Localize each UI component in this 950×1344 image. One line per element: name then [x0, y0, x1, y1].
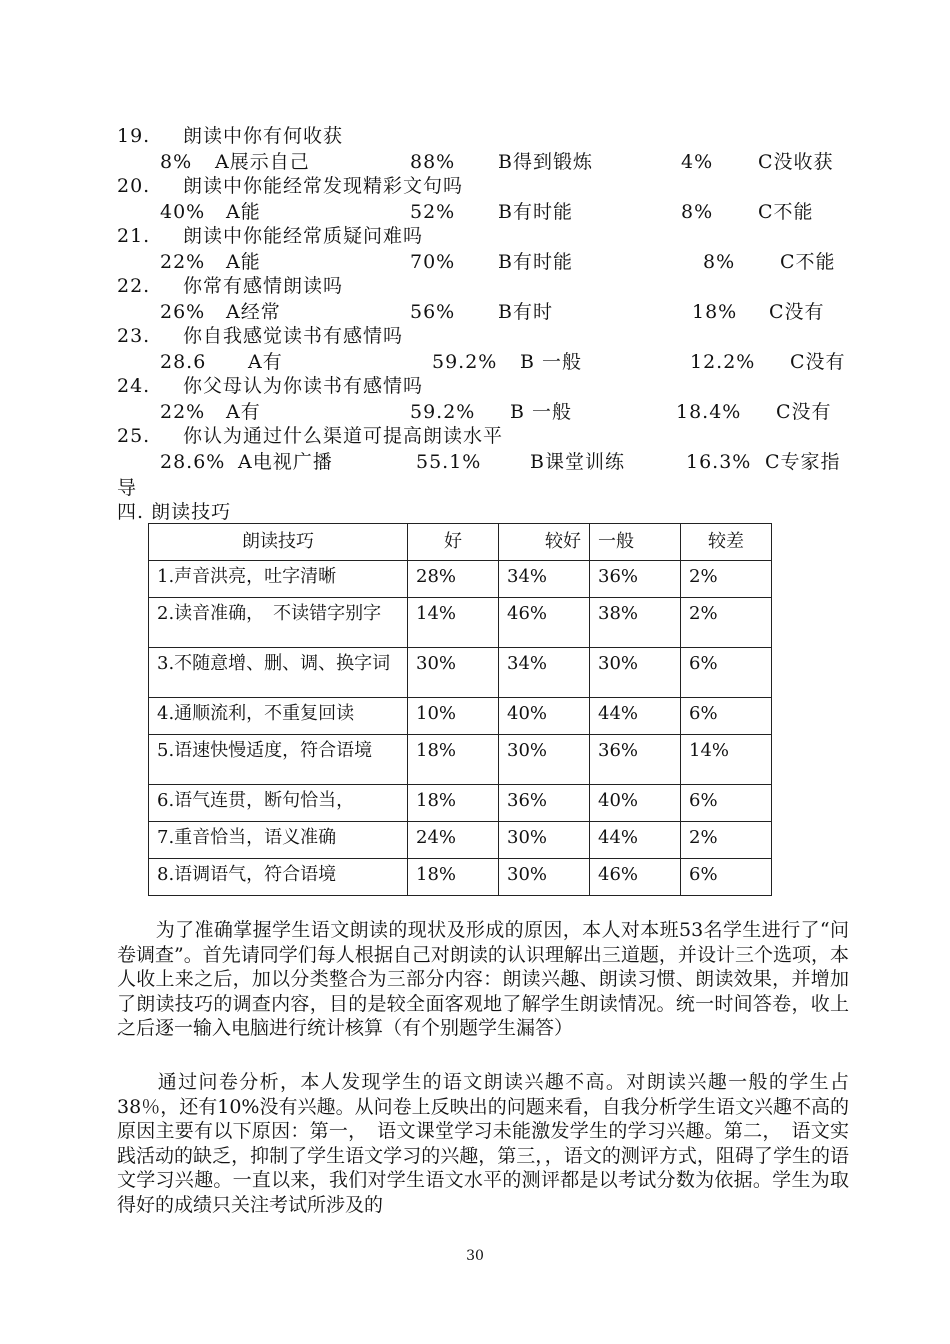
question-23-c-pct: 12.2% [690, 351, 756, 373]
question-23-c-label: C没有 [790, 351, 846, 373]
paragraph-survey-method: 为了准确掌握学生语文朗读的现状及形成的原因，本人对本班53名学生进行了“问卷调查”。首先请同学们每人根据自己对朗读的认识理解出三道题，并设计三个选项，本人收上来之后，加以分类整合为三部分内容：朗读兴趣、朗读习惯、朗读效果，并增加了朗读技巧的调查内容，目的是较全面客观地了解学生朗读情况。统一时间答卷，收上之后逐一输入电脑进行统计核算（有个别题学生漏答） [117, 919, 849, 1039]
table-row [149, 698, 772, 735]
table-row [149, 859, 772, 896]
question-19-b-pct: 88% [410, 151, 456, 173]
value-cell: 18% [408, 785, 499, 822]
question-19-a-pct: 8% [160, 151, 193, 173]
question-22-number: 22. [117, 275, 151, 297]
value-cell: 46% [499, 598, 590, 648]
value-cell: 6% [681, 698, 772, 735]
question-24-c-pct: 18.4% [676, 401, 742, 423]
question-25-c-label: C专家指 [765, 451, 841, 473]
skill-cell: 7.重音恰当，语义准确 [149, 822, 408, 859]
question-21-b-label: B有时能 [498, 251, 573, 273]
table-row [149, 648, 772, 698]
reading-skills-table [148, 523, 772, 896]
question-25-wrap-text: 导 [117, 477, 138, 499]
table-row [149, 735, 772, 785]
question-22-a-pct: 26% [160, 301, 206, 323]
question-23-b-pct: 59.2% [432, 351, 498, 373]
question-20-a-pct: 40% [160, 201, 206, 223]
value-cell: 2% [681, 561, 772, 598]
page-number: 30 [466, 1248, 484, 1264]
question-23-number: 23. [117, 325, 151, 347]
question-20-c-pct: 8% [681, 201, 714, 223]
question-25-b-label: B课堂训练 [530, 451, 625, 473]
skill-cell: 3.不随意增、删、调、换字词 [149, 648, 408, 698]
question-22-c-pct: 18% [692, 301, 738, 323]
question-19-b-label: B得到锻炼 [498, 151, 593, 173]
table-row [149, 822, 772, 859]
value-cell: 30% [499, 822, 590, 859]
skill-cell: 6.语气连贯，断句恰当， [149, 785, 408, 822]
question-23-a-label: A有 [248, 351, 283, 373]
question-23-text: 你自我感觉读书有感情吗 [183, 325, 404, 347]
question-23-a-pct: 28.6 [160, 351, 207, 373]
question-20-a-label: A能 [226, 201, 261, 223]
question-20-c-label: C不能 [758, 201, 814, 223]
value-cell: 28% [408, 561, 499, 598]
value-cell: 30% [499, 859, 590, 896]
value-cell: 46% [590, 859, 681, 896]
value-cell: 24% [408, 822, 499, 859]
header-average: 一般 [590, 524, 681, 561]
value-cell: 6% [681, 859, 772, 896]
question-22-c-label: C没有 [769, 301, 825, 323]
value-cell: 40% [590, 785, 681, 822]
value-cell: 14% [681, 735, 772, 785]
question-25-a-pct: 28.6% [160, 451, 226, 473]
question-24-b-pct: 59.2% [410, 401, 476, 423]
question-25-a-label: A电视广播 [238, 451, 333, 473]
value-cell: 18% [408, 735, 499, 785]
header-fairly-good: 较好 [499, 524, 590, 561]
section-title: 四. 朗读技巧 [117, 501, 232, 523]
question-24-b-label: B 一般 [510, 401, 573, 423]
value-cell: 34% [499, 648, 590, 698]
value-cell: 34% [499, 561, 590, 598]
header-skill: 朗读技巧 [149, 524, 408, 561]
value-cell: 36% [499, 785, 590, 822]
value-cell: 36% [590, 735, 681, 785]
question-21-b-pct: 70% [410, 251, 456, 273]
question-20-b-label: B有时能 [498, 201, 573, 223]
question-22-a-label: A经常 [226, 301, 281, 323]
value-cell: 6% [681, 785, 772, 822]
value-cell: 38% [590, 598, 681, 648]
value-cell: 44% [590, 698, 681, 735]
question-25-c-pct: 16.3% [686, 451, 752, 473]
question-20-number: 20. [117, 175, 151, 197]
question-21-c-pct: 8% [703, 251, 736, 273]
value-cell: 30% [499, 735, 590, 785]
question-25-number: 25. [117, 425, 151, 447]
question-21-a-pct: 22% [160, 251, 206, 273]
question-21-a-label: A能 [226, 251, 261, 273]
question-20-text: 朗读中你能经常发现精彩文句吗 [183, 175, 464, 197]
question-19-number: 19. [117, 125, 151, 147]
value-cell: 44% [590, 822, 681, 859]
value-cell: 10% [408, 698, 499, 735]
value-cell: 36% [590, 561, 681, 598]
question-20-b-pct: 52% [410, 201, 456, 223]
question-22-text: 你常有感情朗读吗 [183, 275, 344, 297]
value-cell: 18% [408, 859, 499, 896]
table-header-row [149, 524, 772, 561]
question-24-number: 24. [117, 375, 151, 397]
value-cell: 30% [590, 648, 681, 698]
paragraph-analysis: 通过问卷分析，本人发现学生的语文朗读兴趣不高。对朗读兴趣一般的学生占38％，还有10%没有兴趣。从问卷上反映出的问题来看，自我分析学生语文兴趣不高的原因主要有以下原因：第一， 语文课堂学习未能激发学生的学习兴趣。第二， 语文实践活动的缺乏，抑制了学生语文学习的兴趣，第三，，语文的测评方式，阻碍了学生的语文学习兴趣。一直以来，我们对学生语文水平的测评都是以考试分数为依据。学生为取得好的成绩只关注考试所涉及的 [117, 1071, 849, 1216]
header-poor: 较差 [681, 524, 772, 561]
skill-cell: 8.语调语气，符合语境 [149, 859, 408, 896]
skill-cell: 1.声音洪亮，吐字清晰 [149, 561, 408, 598]
skill-cell: 2.读音准确， 不读错字别字 [149, 598, 408, 648]
question-24-c-label: C没有 [776, 401, 832, 423]
value-cell: 6% [681, 648, 772, 698]
question-25-b-pct: 55.1% [416, 451, 482, 473]
header-good: 好 [408, 524, 499, 561]
value-cell: 14% [408, 598, 499, 648]
question-22-b-pct: 56% [410, 301, 456, 323]
skill-cell: 5.语速快慢适度，符合语境 [149, 735, 408, 785]
question-19-c-label: C没收获 [758, 151, 834, 173]
table-row [149, 598, 772, 648]
value-cell: 2% [681, 822, 772, 859]
question-19-text: 朗读中你有何收获 [183, 125, 344, 147]
question-21-text: 朗读中你能经常质疑问难吗 [183, 225, 424, 247]
question-19-a-label: A展示自己 [215, 151, 310, 173]
question-19-c-pct: 4% [681, 151, 714, 173]
question-25-text: 你认为通过什么渠道可提高朗读水平 [183, 425, 504, 447]
question-21-c-label: C不能 [780, 251, 836, 273]
question-23-b-label: B 一般 [520, 351, 583, 373]
question-24-text: 你父母认为你读书有感情吗 [183, 375, 424, 397]
question-22-b-label: B有时 [498, 301, 553, 323]
table-row [149, 785, 772, 822]
table-row [149, 561, 772, 598]
question-24-a-label: A有 [226, 401, 261, 423]
value-cell: 30% [408, 648, 499, 698]
value-cell: 2% [681, 598, 772, 648]
question-21-number: 21. [117, 225, 151, 247]
value-cell: 40% [499, 698, 590, 735]
question-24-a-pct: 22% [160, 401, 206, 423]
skill-cell: 4.通顺流利，不重复回读 [149, 698, 408, 735]
